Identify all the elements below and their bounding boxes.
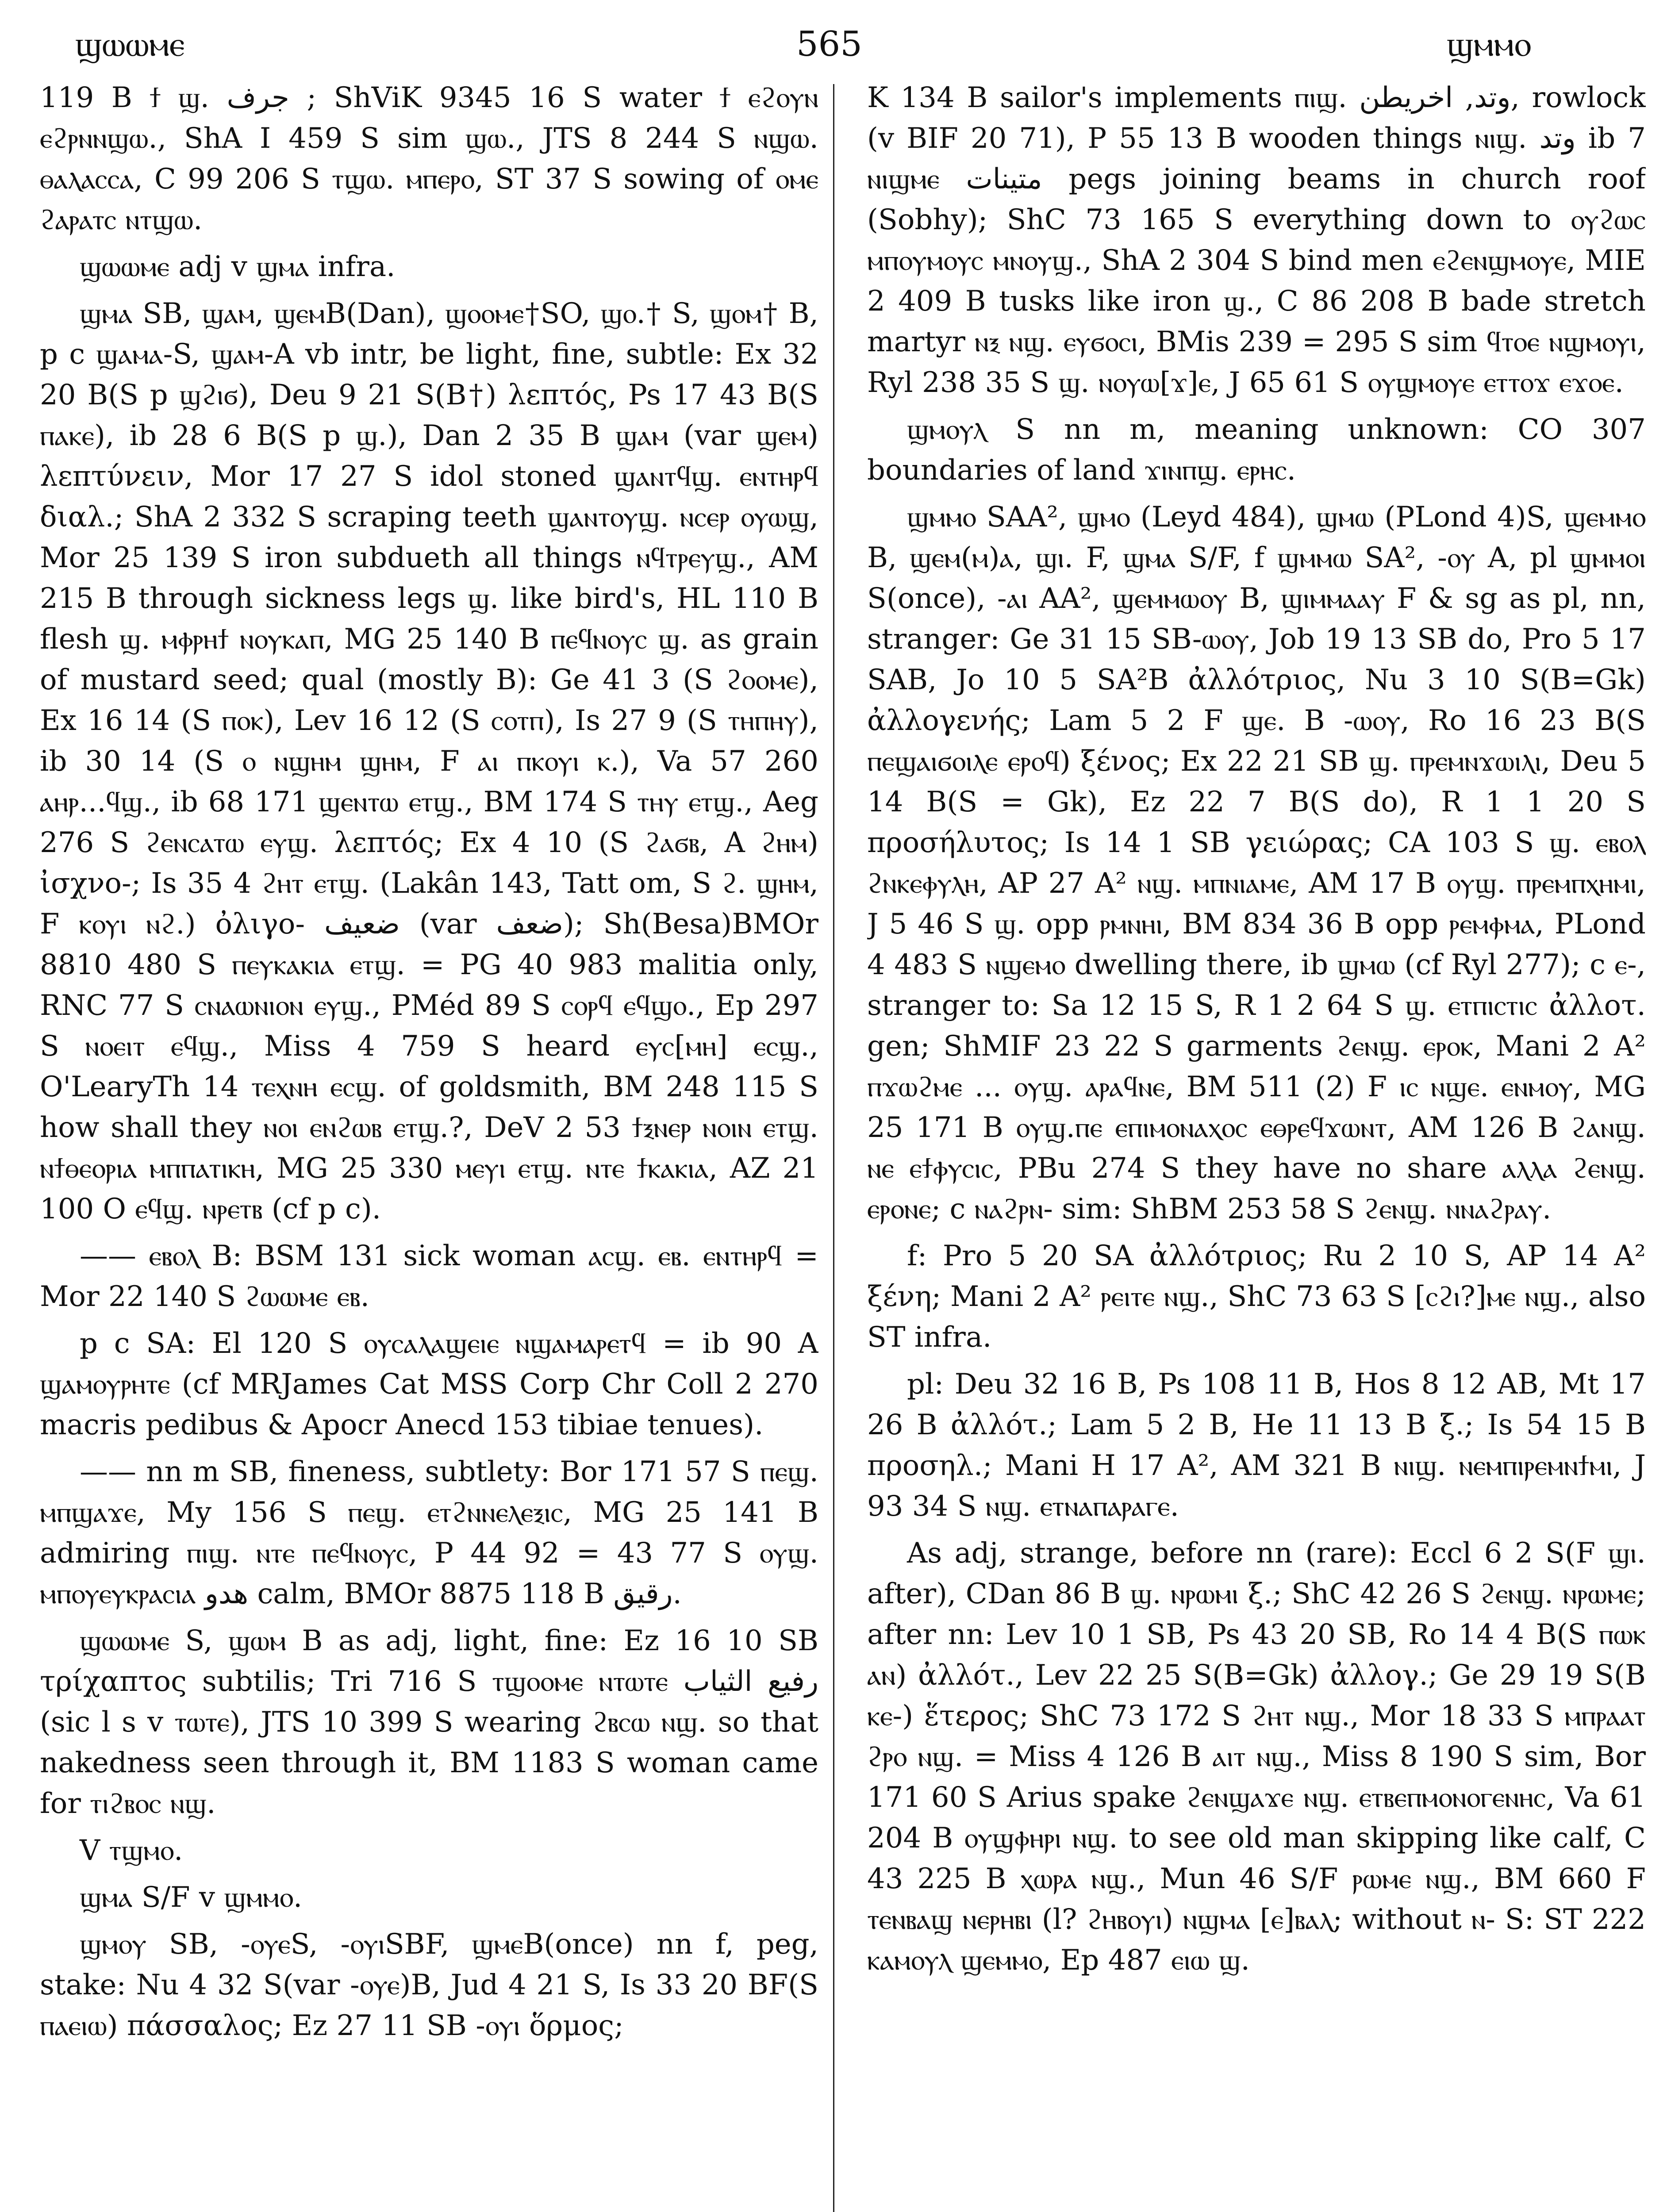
entry-paragraph: —— ⲉⲃⲟⲗ B: BSM 131 sick woman ⲁⲥϣ. ⲉⲃ. ⲉⲛⲧⲏⲣϥ = Mor 22 140 S ϩⲱⲱⲙⲉ ⲉⲃ. <box>40 1240 818 1313</box>
entry-paragraph: ϣⲙⲁ SB, ϣⲁⲙ, ϣⲉⲙB(Dan), ϣⲟⲟⲙⲉ†SO, ϣⲟ.† S, ϣⲟⲙ† B, p c ϣⲁⲙⲁ-S, ϣⲁⲙ-A vb intr, be light, fine, subtle: Ex 32 20 B(S p ϣϩⲓϭ), Deu 9 21 S(B†) λεπτός, Ps 17 43 B(S ⲡⲁⲕⲉ), ib 28 6 B(S p ϣ.), Dan 2 35 B ϣⲁⲙ (var ϣⲉⲙ) λεπτύνειν, Mor 17 27 S idol stoned ϣⲁⲛⲧϥϣ. ⲉⲛⲧⲏⲣϥ διαλ.; ShA 2 332 S scraping teeth ϣⲁⲛⲧⲟⲩϣ. ⲛⲥⲉⲣ ⲟⲩⲱϣ, Mor 25 139 S iron subdueth all things ⲛϥⲧⲣⲉⲩϣ., AM 215 B through sickness legs ϣ. like bird's, HL 110 B flesh ϣ. ⲙⲫⲣⲏϯ ⲛⲟⲩⲕⲁⲡ, MG 25 140 B ⲡⲉϥⲛⲟⲩⲥ ϣ. as grain of mustard seed; qual (mostly B): Ge 41 3 (S ϩⲟⲟⲙⲉ), Ex 16 14 (S ⲡⲟⲕ), Lev 16 12 (S ⲥⲟⲧⲡ), Is 27 9 (S ⲧⲏⲡⲏⲩ), ib 30 14 (S ⲟ ⲛϣⲏⲙ ϣⲏⲙ, F ⲁⲓ ⲡⲕⲟⲩⲓ ⲕ.), Va 57 260 ⲁⲏⲣ...ϥϣ., ib 68 171 ϣⲉⲛⲧⲱ ⲉⲧϣ., BM 174 S ⲧⲏⲩ ⲉⲧϣ., Aeg 276 S ϩⲉⲛⲥⲁⲧⲱ ⲉⲩϣ. λεπτός; Ex 4 10 (S ϩⲁϭⲃ, A ϩⲏⲙ) ἰσχνο-; Is 35 4 ϩⲏⲧ ⲉⲧϣ. (Lakân 143, Tatt om, S ϩ. ϣⲏⲙ, F ⲕⲟⲩⲓ ⲛϩ.) ὀλιγο- ضعيف (var ضعف); Sh(Besa)BMOr 8810 480 S ⲡⲉⲩⲕⲁⲕⲓⲁ ⲉⲧϣ. = PG 40 983 malitia only, RNC 77 S ⲥⲛⲁⲱⲛⲓⲟⲛ ⲉⲩϣ., PMéd 89 S ⲥⲟⲣϥ ⲉϥϣⲟ., Ep 297 S ⲛⲟⲉⲓⲧ ⲉϥϣ., Miss 4 759 S heard ⲉⲩⲥ[ⲙⲏ] ⲉⲥϣ., O'LearyTh 14 ⲧⲉⲭⲛⲏ ⲉⲥϣ. of goldsmith, BM 248 115 S how shall they ⲛⲟⲓ ⲉⲛϩⲱⲃ ⲉⲧϣ.?, DeV 2 53 ϯⲝⲛⲉⲣ ⲛⲟⲓⲛ ⲉⲧϣ. ⲛϯⲑⲉⲟⲣⲓⲁ ⲙⲡⲡⲁⲧⲓⲕⲏ, MG 25 330 ⲙⲉⲩⲓ ⲉⲧϣ. ⲛⲧⲉ ϯⲕⲁⲕⲓⲁ, AZ 21 100 O ⲉϥϣ. ⲛⲣⲉⲧⲃ (cf p c). <box>40 297 818 1225</box>
entry-paragraph: ϣⲱⲱⲙⲉ adj v ϣⲙⲁ infra. <box>80 250 396 283</box>
entry-paragraph: 119 B ϯ ϣ. جرف ; ShViK 9345 16 S water ϯ ⲉϩⲟⲩⲛ ⲉϩⲣⲛⲛϣⲱ., ShA I 459 S sim ϣⲱ., JTS 8 244 S ⲛϣⲱ. ⲑⲁⲗⲁⲥⲥⲁ, C 99 206 S ⲧϣⲱ. ⲙⲡⲉⲣⲟ, ST 37 S sowing of ⲟⲙⲉ ϩⲁⲣⲁⲧⲥ ⲛⲧϣⲱ. <box>40 81 818 236</box>
entry-paragraph: p c SA: El 120 S ⲟⲩⲥⲁⲗⲁϣⲉⲓⲉ ⲛϣⲁⲙⲁⲣⲉⲧϥ = ib 90 A ϣⲁⲙⲟⲩⲣⲏⲧⲉ (cf MRJames Cat MSS Corp Chr Coll 2 270 macris pedibus & Apocr Anecd 153 tibiae tenues). <box>40 1327 818 1441</box>
entry-paragraph: As adj, strange, before nn (rare): Eccl 6 2 S(F ϣⲓ. after), CDan 86 B ϣ. ⲛⲣⲱⲙⲓ ξ.; ShC 42 26 S ϩⲉⲛϣ. ⲛⲣⲱⲙⲉ; after nn: Lev 10 1 SB, Ps 43 20 SB, Ro 14 4 B(S ⲡⲱⲕ ⲁⲛ) ἀλλότ., Lev 22 25 S(B=Gk) ἀλλογ.; Ge 29 19 S(B ⲕⲉ-) ἕτερος; ShC 73 172 S ϩⲏⲧ ⲛϣ., Mor 18 33 S ⲙⲡⲣⲁⲁⲧ ϩⲣⲟ ⲛϣ. = Miss 4 126 B ⲁⲓⲧ ⲛϣ., Miss 8 190 S sim, Bor 171 60 S Arius spake ϩⲉⲛϣⲁϫⲉ ⲛϣ. ⲉⲧⲃⲉⲡⲙⲟⲛⲟⲅⲉⲛⲏⲥ, Va 61 204 B ⲟⲩϣⲫⲏⲣⲓ ⲛϣ. to see old man skipping like calf, C 43 225 B ⲭⲱⲣⲁ ⲛϣ., Mun 46 S/F ⲣⲱⲙⲉ ⲛϣ., BM 660 F ⲧⲉⲛⲃⲁϣ ⲛⲉⲣⲏⲃⲓ (l? ϩⲏⲃⲟⲩⲓ) ⲛϣⲙⲁ [ⲉ]ⲃⲁⲗ; without ⲛ- S: ST 222 ⲕⲁⲙⲟⲩⲗ ϣⲉⲙⲙⲟ, Ep 487 ⲉⲓⲱ ϣ. <box>867 1537 1646 1977</box>
entry-paragraph: pl: Deu 32 16 B, Ps 108 11 B, Hos 8 12 AB, Mt 17 26 B ἀλλότ.; Lam 5 2 B, He 11 13 B ξ.; Is 54 15 B προσηλ.; Mani H 17 A², AM 321 B ⲛⲓϣ. ⲛⲉⲙⲡⲓⲣⲉⲙⲛϯⲙⲓ, J 93 34 S ⲛϣ. ⲉⲧⲛⲁⲡⲁⲣⲁⲅⲉ. <box>867 1368 1646 1523</box>
entry-paragraph: ϣⲱⲱⲙⲉ S, ϣⲱⲙ B as adj, light, fine: Ez 16 10 SB τρίχαπτος subtilis; Tri 716 S ⲧϣⲟⲟⲙⲉ ⲛⲧⲱⲧⲉ رفيع الثياب (sic l s v ⲧⲱⲧⲉ), JTS 10 399 S wearing ϩⲃⲥⲱ ⲛϣ. so that nakedness seen through it, BM 1183 S woman came for ⲧⲓϩⲃⲟⲥ ⲛϣ. <box>40 1624 818 1820</box>
right-running-head: ϣⲙⲙⲟ <box>1447 24 1531 64</box>
entry-paragraph: —— nn m SB, fineness, subtlety: Bor 171 57 S ⲡⲉϣ. ⲙⲡϣⲁϫⲉ, My 156 S ⲡⲉϣ. ⲉⲧϩⲛⲛⲉⲗⲉⲝⲓⲥ, MG 25 141 B admiring ⲡⲓϣ. ⲛⲧⲉ ⲡⲉϥⲛⲟⲩⲥ, P 44 92 = 43 77 S ⲟⲩϣ. ⲙⲡⲟⲩⲉⲩⲕⲣⲁⲥⲓⲁ هدو calm, BMOr 8875 118 B رقيق. <box>40 1455 818 1610</box>
entry-paragraph: f: Pro 5 20 SA ἀλλότριος; Ru 2 10 S, AP 14 A² ξένη; Mani 2 A² ⲣⲉⲓⲧⲉ ⲛϣ., ShC 73 63 S [ⲥϩⲓ?]ⲙⲉ ⲛϣ., also ST infra. <box>867 1240 1646 1354</box>
entry-paragraph: K 134 B sailor's implements ⲡⲓϣ. وتد, اخريطن, rowlock (v BIF 20 71), P 55 13 B wooden things ⲛⲓϣ. وتد ib 7 ⲛⲓϣⲙⲉ متينات pegs joining beams in church roof (Sobhy); ShC 73 165 S everything down to ⲟⲩϩⲱⲥ ⲙⲡⲟⲩⲙⲟⲩⲥ ⲙⲛⲟⲩϣ., ShA 2 304 S bind men ⲉϩⲉⲛϣⲙⲟⲩⲉ, MIE 2 409 B tusks like iron ϣ., C 86 208 B bade stretch martyr ⲛⲝ ⲛϣ. ⲉⲩϭⲟⲥⲓ, BMis 239 = 295 S sim ϥⲧⲟⲉ ⲛϣⲙⲟⲩⲓ, Ryl 238 35 S ϣ. ⲛⲟⲩⲱ[ϫ]ⲉ, J 65 61 S ⲟⲩϣⲙⲟⲩⲉ ⲉⲧⲧⲟϫ ⲉϫⲟⲉ. <box>867 81 1646 399</box>
entry-paragraph: ϣⲙⲙⲟ SAA², ϣⲙⲟ (Leyd 484), ϣⲙⲱ (PLond 4)S, ϣⲉⲙⲙⲟ B, ϣⲉⲙ(ⲙ)ⲁ, ϣⲓ. F, ϣⲙⲁ S/F, f ϣⲙⲙⲱ SA², -ⲟⲩ A, pl ϣⲙⲙⲟⲓ S(once), -ⲁⲓ AA², ϣⲉⲙⲙⲱⲟⲩ B, ϣⲓⲙⲙⲁⲁⲩ F & sg as pl, nn, stranger: Ge 31 15 SB-ⲱⲟⲩ, Job 19 13 SB do, Pro 5 17 SAB, Jo 10 5 SA²B ἀλλότριος, Nu 3 10 S(B=Gk) ἀλλογενής; Lam 5 2 F ϣⲉ. B -ⲱⲟⲩ, Ro 16 23 B(S ⲡⲉϣⲁⲓϭⲟⲓⲗⲉ ⲉⲣⲟϥ) ξένος; Ex 22 21 SB ϣ. ⲡⲣⲉⲙⲛϫⲱⲓⲗⲓ, Deu 5 14 B(S = Gk), Ez 22 7 B(S do), R 1 1 20 S προσήλυτος; Is 14 1 SB γειώρας; CA 103 S ϣ. ⲉⲃⲟⲗ ϩⲛⲕⲉⲫⲩⲗⲏ, AP 27 A² ⲛϣ. ⲙⲡⲛⲓⲁⲙⲉ, AM 17 B ⲟⲩϣ. ⲡⲣⲉⲙⲡⲭⲏⲙⲓ, J 5 46 S ϣ. opp ⲣⲙⲛⲏⲓ, BM 834 36 B opp ⲣⲉⲙⲫⲙⲁ, PLond 4 483 S ⲛϣⲉⲙⲟ dwelling there, ib ϣⲙⲱ (cf Ryl 277); c ⲉ-, stranger to: Sa 12 15 S, R 1 2 64 S ϣ. ⲉⲧⲡⲓⲥⲧⲓⲥ ἀλλοτ. gen; ShMIF 23 22 S garments ϩⲉⲛϣ. ⲉⲣⲟⲕ, Mani 2 A² ⲡϫⲱϩⲙⲉ ... ⲟⲩϣ. ⲁⲣⲁϥⲛⲉ, BM 511 (2) F ⲓⲥ ⲛϣⲉ. ⲉⲛⲙⲟⲩ, MG 25 171 B ⲟⲩϣ.ⲡⲉ ⲉⲡⲓⲙⲟⲛⲁⲭⲟⲥ ⲉⲑⲣⲉϥϫⲱⲛⲧ, AM 126 B ϩⲁⲛϣ. ⲛⲉ ⲉϯⲫⲩⲥⲓⲥ, PBu 274 S they have no share ⲁⲗⲗⲁ ϩⲉⲛϣ. ⲉⲣⲟⲛⲉ; c ⲛⲁϩⲣⲛ- sim: ShBM 253 58 S ϩⲉⲛϣ. ⲛⲛⲁϩⲣⲁⲩ. <box>867 501 1646 1225</box>
column-divider <box>833 84 834 2212</box>
entry-paragraph: ϣⲙⲟⲩⲗ S nn m, meaning unknown: CO 307 boundaries of land ϫⲓⲛⲡϣ. ⲉⲣⲏⲥ. <box>867 413 1646 487</box>
entry-paragraph: V ⲧϣⲙⲟ. <box>80 1834 183 1867</box>
entry-paragraph: ϣⲙⲟⲩ SB, -ⲟⲩⲉS, -ⲟⲩⲓSBF, ϣⲙⲉB(once) nn f, peg, stake: Nu 4 32 S(var -ⲟⲩⲉ)B, Jud 4 21 S, Is 33 20 BF(S ⲡⲁⲉⲓⲱ) πάσσαλος; Ez 27 11 SB -ⲟⲩⲓ ὅρμος; <box>40 1928 818 2042</box>
left-running-head: ϣⲱⲱⲙⲉ <box>75 24 185 64</box>
entry-paragraph: ϣⲙⲁ S/F v ϣⲙⲙⲟ. <box>80 1881 303 1914</box>
left-column <box>40 77 818 2212</box>
page-number: 565 <box>796 24 862 64</box>
right-column <box>867 77 1646 2212</box>
